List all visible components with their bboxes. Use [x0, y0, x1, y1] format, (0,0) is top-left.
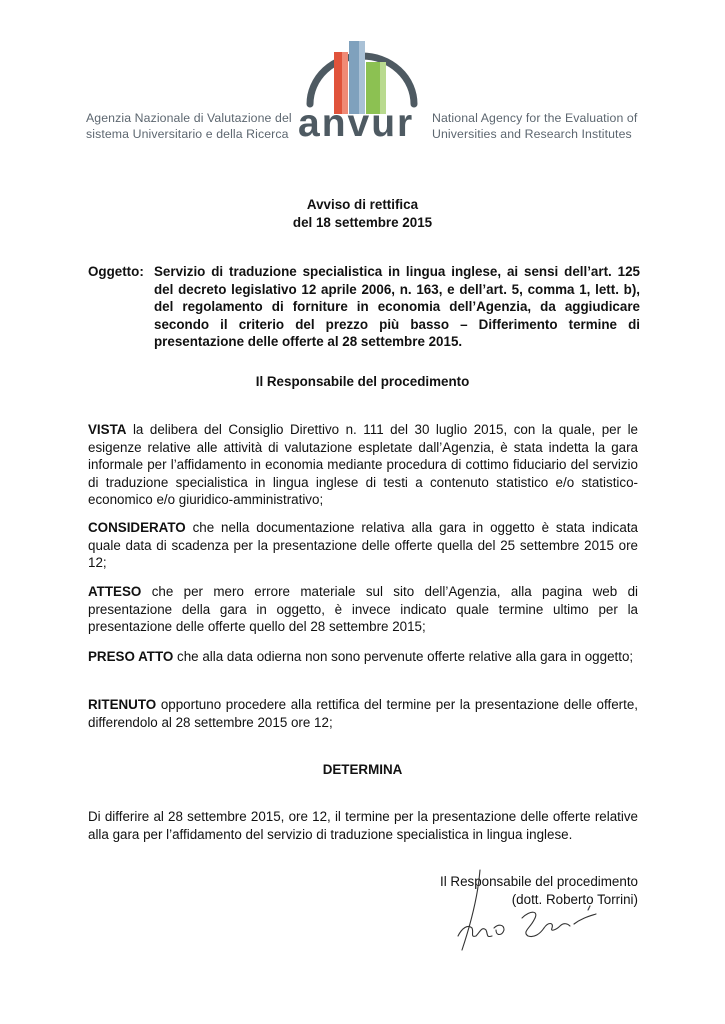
paragraph-keyword: ATTESO — [88, 584, 142, 599]
determina-heading: DETERMINA — [322, 762, 403, 777]
paragraph-keyword: RITENUTO — [88, 697, 157, 712]
agency-name-italian-line2: sistema Universitario e della Ricerca — [86, 127, 289, 141]
subject-block — [88, 263, 640, 351]
paragraph-vista — [88, 421, 638, 509]
paragraph-keyword: PRESO ATTO — [88, 649, 174, 664]
determination-paragraph: Di differire al 28 settembre 2015, ore 12, il termine per la presentazione delle offerte relative alla gara per l’affidamento del servizio di traduzione specialistica in lingua inglese. — [88, 809, 638, 842]
document-title-line2: del 18 settembre 2015 — [292, 215, 433, 230]
logo-wordmark: anvur — [298, 102, 415, 145]
document-title — [0, 196, 725, 232]
agency-name-english — [432, 110, 652, 142]
paragraph-considerato — [88, 519, 638, 572]
paragraph-atteso — [88, 583, 638, 636]
agency-name-english-line2: Universities and Research Institutes — [432, 127, 632, 141]
paragraph-text: che alla data odierna non sono pervenute offerte relative alla gara in oggetto; — [173, 649, 634, 664]
agency-name-italian-line1: Agenzia Nazionale di Valutazione del — [86, 111, 292, 125]
paragraph-preso-atto — [88, 648, 638, 666]
signature-role: Il Responsabile del procedimento — [439, 874, 638, 889]
handwritten-signature-icon — [448, 866, 608, 976]
paragraph-text: opportuno procedere alla rettifica del termine per la presentazione delle offerte, differendolo al 28 settembre 2015 ore 12; — [88, 697, 638, 730]
paragraph-text: che nella documentazione relativa alla gara in oggetto è stata indicata quale data di scadenza per la presentazione delle offerte quella del 25 settembre 2015 ore 12; — [88, 520, 638, 571]
paragraph-ritenuto — [88, 696, 638, 731]
subject-text: Servizio di traduzione specialistica in lingua inglese, ai sensi dell’art. 125 del decreto legislativo 12 aprile 2006, n. 163, e dell’art. 5, comma 1, lett. b), del regolamento di forniture in economia dell’Agenzia, da aggiudicare secondo il criterio del prezzo più basso – Differimento termine di presentazione delle offerte al 28 settembre 2015. — [154, 264, 640, 350]
subject-label: Oggetto: — [88, 264, 144, 279]
agency-name-english-line1: National Agency for the Evaluation of — [432, 111, 638, 125]
agency-name-italian — [86, 110, 296, 142]
paragraph-keyword: VISTA — [88, 422, 127, 437]
document-title-line1: Avviso di rettifica — [306, 197, 419, 212]
signature-name: (dott. Roberto Torrini) — [511, 892, 638, 907]
paragraph-text: la delibera del Consiglio Direttivo n. 111 del 30 luglio 2015, con la quale, per le esigenze relative alle attività di valutazione espletate dall’Agenzia, è stata indetta la gara informale per l’affidamento in economia mediante procedura di cottimo fiduciario del servizio di traduzione specialistica in lingua inglese di testi a contenuto statistico e/o statistico-economico e/o giuridico-amministrativo; — [88, 422, 638, 508]
paragraph-keyword: CONSIDERATO — [88, 520, 186, 535]
paragraph-text: che per mero errore materiale sul sito dell’Agenzia, alla pagina web di presentazione della gara in oggetto, è invece indicato quale termine ultimo per la presentazione delle offerte quello del 28 settembre 2015; — [88, 584, 638, 635]
responsible-heading: Il Responsabile del procedimento — [255, 374, 470, 389]
